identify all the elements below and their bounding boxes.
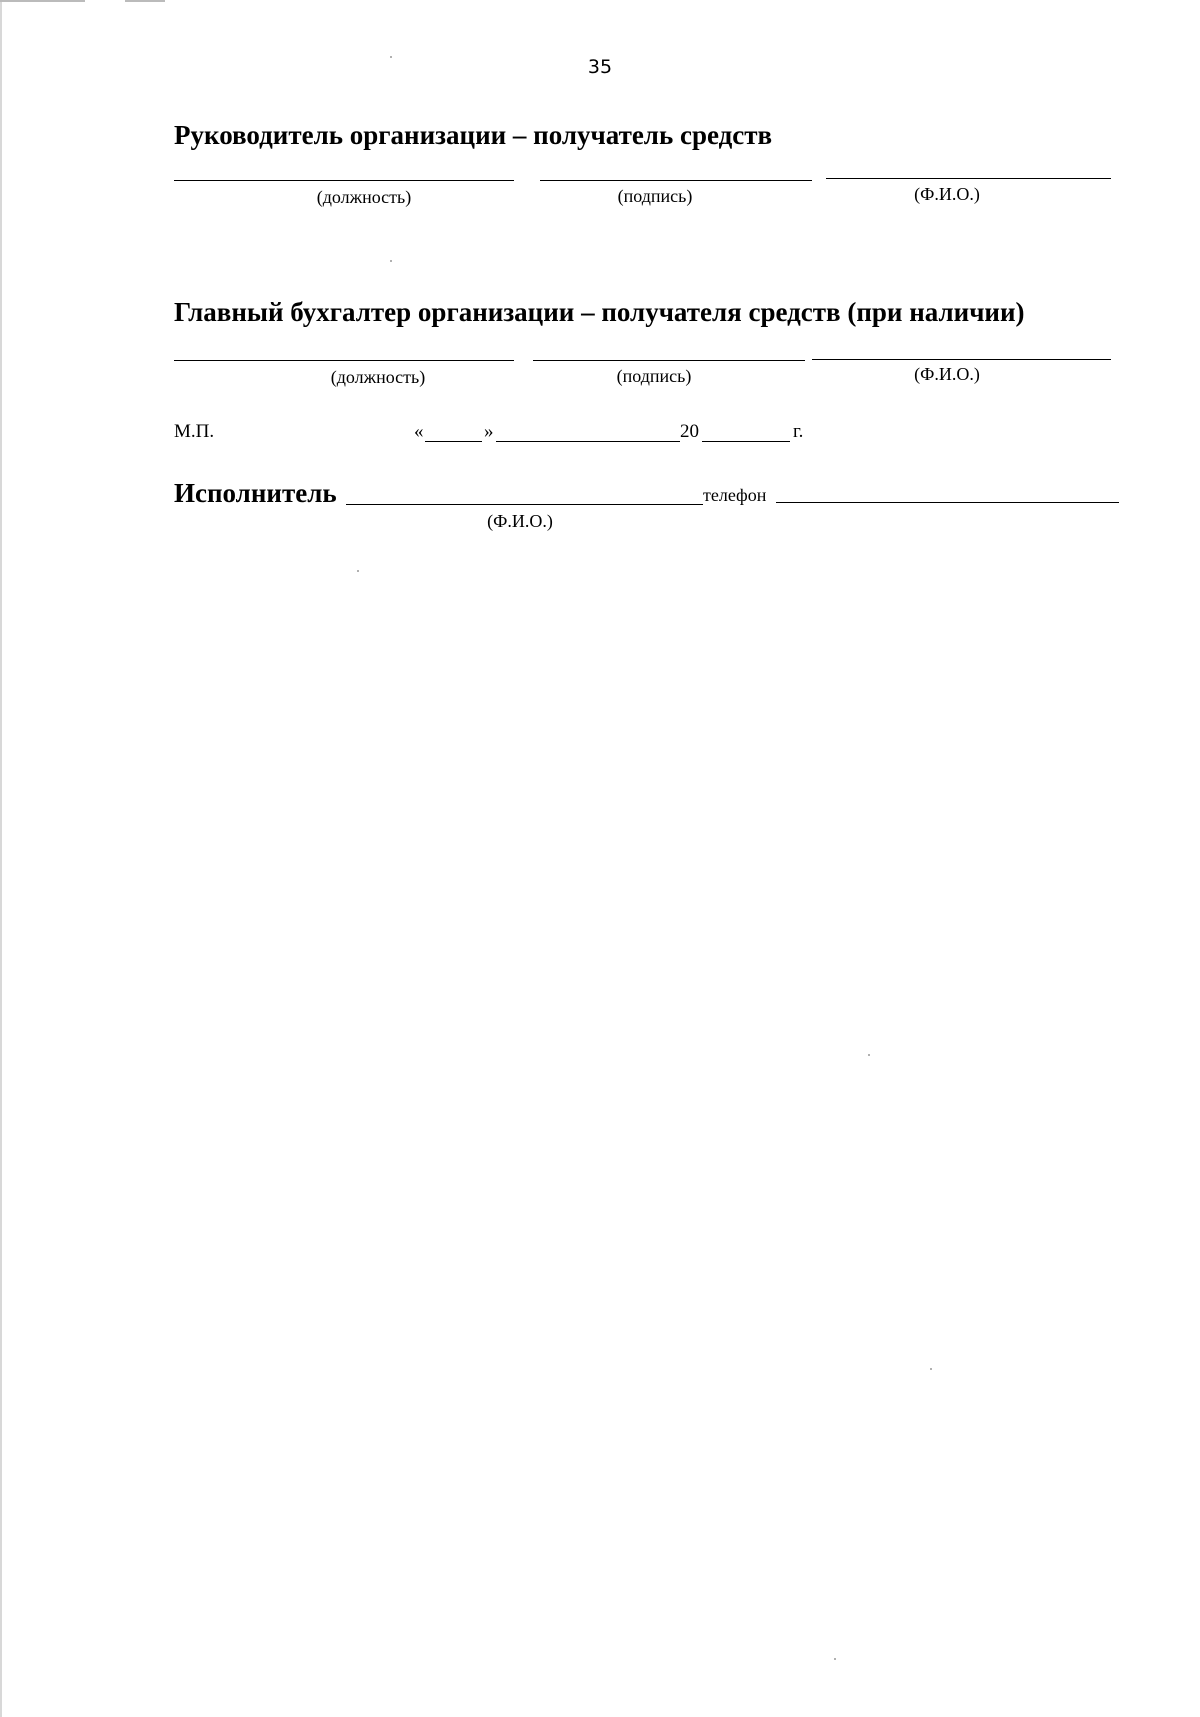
- head-name-caption: (Ф.И.О.): [914, 184, 980, 204]
- accountant-name-caption: (Ф.И.О.): [914, 364, 980, 384]
- date-year-prefix: 20: [680, 421, 699, 442]
- scan-edge-shadow: [0, 0, 2, 1717]
- date-year-line: [702, 441, 790, 442]
- date-month-line: [496, 441, 680, 442]
- scan-speck: [930, 1368, 932, 1370]
- date-close-quote: »: [484, 421, 494, 442]
- accountant-signature-heading: Главный бухгалтер организации – получателя средств (при наличии): [174, 297, 1025, 327]
- scan-speck: [834, 1658, 836, 1660]
- executor-name-line: [346, 504, 703, 505]
- scan-top-mark: [0, 0, 85, 2]
- date-year-suffix: г.: [793, 421, 804, 442]
- scan-speck: [868, 1054, 870, 1056]
- head-name-line: [826, 178, 1111, 179]
- scan-speck: [357, 570, 359, 572]
- accountant-signature-caption: (подпись): [616, 366, 692, 386]
- accountant-position-caption: (должность): [330, 367, 426, 387]
- scan-top-mark: [125, 0, 165, 2]
- head-signature-heading: Руководитель организации – получатель средств: [174, 120, 773, 150]
- head-signature-caption: (подпись): [617, 186, 693, 206]
- head-signature-line: [540, 180, 812, 181]
- accountant-signature-line: [533, 360, 805, 361]
- head-position-caption: (должность): [316, 187, 412, 207]
- scan-speck: [390, 56, 392, 58]
- date-open-quote: «: [414, 421, 424, 442]
- date-day-line: [425, 441, 482, 442]
- accountant-position-line: [174, 360, 514, 361]
- head-position-line: [174, 180, 514, 181]
- executor-name-caption: (Ф.И.О.): [487, 511, 553, 531]
- executor-label: Исполнитель: [174, 478, 337, 508]
- accountant-name-line: [812, 359, 1111, 360]
- page-number: 35: [587, 56, 613, 78]
- stamp-label: М.П.: [174, 421, 215, 442]
- phone-line: [776, 502, 1119, 503]
- scan-speck: [390, 260, 392, 262]
- phone-label: телефон: [703, 485, 767, 505]
